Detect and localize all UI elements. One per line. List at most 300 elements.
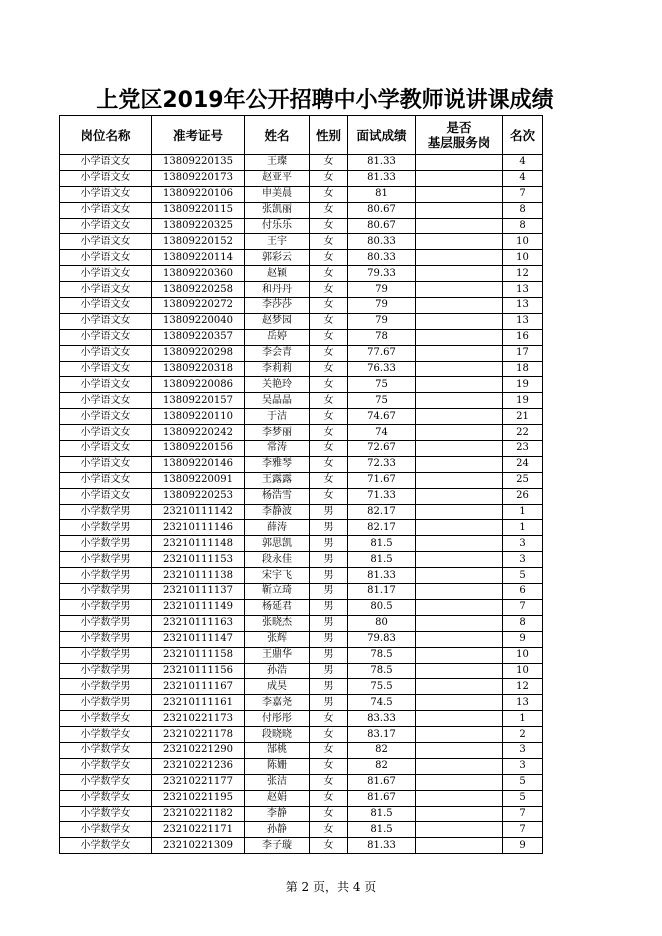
cell-position: 小学数学男	[60, 536, 152, 552]
cell-exam-id: 23210111167	[152, 679, 245, 695]
cell-name: 段永佳	[245, 552, 310, 568]
cell-exam-id: 23210111142	[152, 504, 245, 520]
cell-gender: 女	[310, 409, 348, 425]
table-row	[60, 758, 543, 774]
cell-gender: 女	[310, 806, 348, 822]
cell-exam-id: 13809220253	[152, 488, 245, 504]
cell-gender: 女	[310, 774, 348, 790]
cell-score: 75.5	[348, 679, 416, 695]
cell-position: 小学数学男	[60, 663, 152, 679]
table-row	[60, 536, 543, 552]
cell-rank: 9	[503, 838, 543, 854]
table-row	[60, 329, 543, 345]
column-header-gender: 性别	[310, 116, 348, 155]
cell-score: 79	[348, 313, 416, 329]
column-header-score: 面试成绩	[348, 116, 416, 155]
cell-name: 李静	[245, 806, 310, 822]
cell-exam-id: 13809220115	[152, 202, 245, 218]
cell-gender: 男	[310, 615, 348, 631]
score-table	[59, 115, 543, 854]
cell-score: 80.5	[348, 599, 416, 615]
table-row	[60, 727, 543, 743]
cell-rank: 3	[503, 742, 543, 758]
cell-name: 和丹丹	[245, 282, 310, 298]
cell-grassroots	[416, 663, 503, 679]
cell-rank: 5	[503, 568, 543, 584]
table-body	[60, 155, 543, 854]
column-header-grassroots	[416, 116, 503, 155]
cell-exam-id: 23210221290	[152, 742, 245, 758]
cell-name: 李嘉尧	[245, 695, 310, 711]
cell-rank: 4	[503, 170, 543, 186]
cell-grassroots	[416, 599, 503, 615]
cell-gender: 女	[310, 250, 348, 266]
cell-grassroots	[416, 155, 503, 171]
table-row	[60, 298, 543, 314]
cell-position: 小学语文女	[60, 170, 152, 186]
column-header-exam-id: 准考证号	[152, 116, 245, 155]
cell-score: 79	[348, 298, 416, 314]
cell-gender: 女	[310, 441, 348, 457]
table-row	[60, 631, 543, 647]
cell-name: 李梦丽	[245, 425, 310, 441]
cell-name: 郭思凯	[245, 536, 310, 552]
cell-grassroots	[416, 806, 503, 822]
cell-rank: 7	[503, 599, 543, 615]
table-row	[60, 838, 543, 854]
cell-score: 82.17	[348, 520, 416, 536]
cell-gender: 女	[310, 425, 348, 441]
table-row	[60, 456, 543, 472]
cell-rank: 5	[503, 790, 543, 806]
cell-gender: 男	[310, 647, 348, 663]
cell-score: 74	[348, 425, 416, 441]
cell-exam-id: 13809220146	[152, 456, 245, 472]
cell-exam-id: 13809220360	[152, 266, 245, 282]
cell-gender: 女	[310, 742, 348, 758]
cell-grassroots	[416, 790, 503, 806]
table-row	[60, 679, 543, 695]
table-row	[60, 361, 543, 377]
table-row	[60, 742, 543, 758]
cell-name: 付乐乐	[245, 218, 310, 234]
cell-rank: 17	[503, 345, 543, 361]
cell-rank: 10	[503, 250, 543, 266]
cell-rank: 25	[503, 472, 543, 488]
table-row	[60, 425, 543, 441]
cell-score: 80.33	[348, 250, 416, 266]
cell-name: 赵颖	[245, 266, 310, 282]
cell-rank: 8	[503, 615, 543, 631]
cell-position: 小学语文女	[60, 218, 152, 234]
cell-name: 王露露	[245, 472, 310, 488]
cell-exam-id: 13809220157	[152, 393, 245, 409]
cell-gender: 女	[310, 488, 348, 504]
cell-grassroots	[416, 520, 503, 536]
cell-position: 小学语文女	[60, 313, 152, 329]
cell-gender: 女	[310, 361, 348, 377]
cell-rank: 1	[503, 711, 543, 727]
table-row	[60, 234, 543, 250]
cell-grassroots	[416, 234, 503, 250]
cell-rank: 9	[503, 631, 543, 647]
cell-gender: 男	[310, 599, 348, 615]
cell-gender: 女	[310, 282, 348, 298]
cell-position: 小学语文女	[60, 329, 152, 345]
cell-score: 81.33	[348, 838, 416, 854]
cell-grassroots	[416, 313, 503, 329]
cell-name: 王璨	[245, 155, 310, 171]
cell-score: 78	[348, 329, 416, 345]
cell-name: 李子璇	[245, 838, 310, 854]
cell-position: 小学数学男	[60, 647, 152, 663]
cell-gender: 女	[310, 377, 348, 393]
table-row	[60, 313, 543, 329]
table-row	[60, 584, 543, 600]
cell-grassroots	[416, 838, 503, 854]
cell-gender: 女	[310, 266, 348, 282]
cell-name: 吴晶晶	[245, 393, 310, 409]
cell-rank: 18	[503, 361, 543, 377]
cell-position: 小学数学女	[60, 727, 152, 743]
cell-exam-id: 23210111161	[152, 695, 245, 711]
cell-rank: 3	[503, 536, 543, 552]
cell-gender: 女	[310, 472, 348, 488]
cell-exam-id: 13809220135	[152, 155, 245, 171]
cell-exam-id: 23210111146	[152, 520, 245, 536]
cell-position: 小学数学男	[60, 520, 152, 536]
cell-grassroots	[416, 298, 503, 314]
cell-score: 80.67	[348, 202, 416, 218]
table-row	[60, 218, 543, 234]
cell-position: 小学数学男	[60, 695, 152, 711]
grassroots-header-line1: 是否	[446, 120, 472, 135]
cell-position: 小学数学男	[60, 568, 152, 584]
cell-gender: 男	[310, 695, 348, 711]
cell-gender: 男	[310, 663, 348, 679]
cell-score: 80	[348, 615, 416, 631]
cell-rank: 12	[503, 679, 543, 695]
cell-grassroots	[416, 774, 503, 790]
cell-grassroots	[416, 488, 503, 504]
cell-exam-id: 23210221182	[152, 806, 245, 822]
cell-exam-id: 13809220325	[152, 218, 245, 234]
cell-name: 王宇	[245, 234, 310, 250]
cell-position: 小学数学男	[60, 504, 152, 520]
cell-position: 小学语文女	[60, 266, 152, 282]
cell-grassroots	[416, 409, 503, 425]
cell-score: 80.33	[348, 234, 416, 250]
cell-position: 小学数学男	[60, 584, 152, 600]
cell-position: 小学语文女	[60, 186, 152, 202]
cell-name: 陈姗	[245, 758, 310, 774]
cell-name: 李莎莎	[245, 298, 310, 314]
cell-position: 小学语文女	[60, 298, 152, 314]
cell-rank: 3	[503, 758, 543, 774]
cell-position: 小学语文女	[60, 202, 152, 218]
cell-score: 83.17	[348, 727, 416, 743]
cell-exam-id: 13809220258	[152, 282, 245, 298]
cell-grassroots	[416, 615, 503, 631]
cell-name: 郭彩云	[245, 250, 310, 266]
table-row	[60, 504, 543, 520]
cell-rank: 3	[503, 552, 543, 568]
cell-rank: 8	[503, 218, 543, 234]
cell-exam-id: 13809220318	[152, 361, 245, 377]
cell-rank: 10	[503, 663, 543, 679]
cell-exam-id: 23210111138	[152, 568, 245, 584]
cell-position: 小学语文女	[60, 377, 152, 393]
cell-grassroots	[416, 584, 503, 600]
cell-grassroots	[416, 186, 503, 202]
cell-rank: 1	[503, 520, 543, 536]
cell-grassroots	[416, 647, 503, 663]
cell-gender: 女	[310, 393, 348, 409]
page-title: 上党区2019年公开招聘中小学教师说讲课成绩	[96, 88, 554, 113]
cell-position: 小学数学女	[60, 742, 152, 758]
cell-gender: 女	[310, 218, 348, 234]
cell-rank: 8	[503, 202, 543, 218]
cell-name: 王鼎华	[245, 647, 310, 663]
cell-name: 张辉	[245, 631, 310, 647]
cell-position: 小学语文女	[60, 488, 152, 504]
cell-grassroots	[416, 727, 503, 743]
cell-name: 李莉莉	[245, 361, 310, 377]
table-row	[60, 170, 543, 186]
table-row	[60, 377, 543, 393]
cell-exam-id: 23210221173	[152, 711, 245, 727]
cell-name: 张晓杰	[245, 615, 310, 631]
cell-score: 74.67	[348, 409, 416, 425]
cell-gender: 男	[310, 584, 348, 600]
table-row	[60, 711, 543, 727]
cell-exam-id: 13809220106	[152, 186, 245, 202]
column-header-position: 岗位名称	[60, 116, 152, 155]
column-header-name: 姓名	[245, 116, 310, 155]
cell-name: 李会青	[245, 345, 310, 361]
cell-grassroots	[416, 393, 503, 409]
cell-name: 段晓晓	[245, 727, 310, 743]
table-row	[60, 647, 543, 663]
cell-position: 小学数学女	[60, 790, 152, 806]
cell-rank: 4	[503, 155, 543, 171]
table-row	[60, 822, 543, 838]
cell-grassroots	[416, 441, 503, 457]
cell-exam-id: 13809220156	[152, 441, 245, 457]
cell-exam-id: 23210221177	[152, 774, 245, 790]
table-row	[60, 250, 543, 266]
table-row	[60, 282, 543, 298]
table-row	[60, 409, 543, 425]
cell-name: 孙浩	[245, 663, 310, 679]
cell-name: 岳婷	[245, 329, 310, 345]
cell-grassroots	[416, 456, 503, 472]
cell-rank: 2	[503, 727, 543, 743]
cell-exam-id: 23210221171	[152, 822, 245, 838]
cell-rank: 21	[503, 409, 543, 425]
cell-score: 79.33	[348, 266, 416, 282]
cell-exam-id: 13809220272	[152, 298, 245, 314]
table-row	[60, 202, 543, 218]
cell-exam-id: 13809220357	[152, 329, 245, 345]
cell-grassroots	[416, 504, 503, 520]
cell-name: 孙静	[245, 822, 310, 838]
cell-score: 76.33	[348, 361, 416, 377]
cell-rank: 10	[503, 647, 543, 663]
cell-exam-id: 13809220152	[152, 234, 245, 250]
cell-position: 小学数学男	[60, 599, 152, 615]
cell-score: 79	[348, 282, 416, 298]
cell-gender: 男	[310, 631, 348, 647]
table-row	[60, 568, 543, 584]
cell-position: 小学数学女	[60, 774, 152, 790]
cell-score: 75	[348, 377, 416, 393]
cell-grassroots	[416, 536, 503, 552]
cell-grassroots	[416, 679, 503, 695]
cell-grassroots	[416, 695, 503, 711]
cell-gender: 女	[310, 822, 348, 838]
cell-exam-id: 23210221309	[152, 838, 245, 854]
cell-grassroots	[416, 742, 503, 758]
cell-position: 小学语文女	[60, 409, 152, 425]
cell-rank: 13	[503, 282, 543, 298]
cell-gender: 男	[310, 504, 348, 520]
cell-exam-id: 23210221236	[152, 758, 245, 774]
cell-score: 78.5	[348, 663, 416, 679]
cell-exam-id: 23210111149	[152, 599, 245, 615]
cell-position: 小学数学男	[60, 679, 152, 695]
cell-grassroots	[416, 711, 503, 727]
cell-position: 小学语文女	[60, 250, 152, 266]
cell-exam-id: 23210111147	[152, 631, 245, 647]
cell-score: 81.33	[348, 155, 416, 171]
cell-name: 赵娟	[245, 790, 310, 806]
cell-score: 81.17	[348, 584, 416, 600]
cell-gender: 男	[310, 568, 348, 584]
cell-rank: 5	[503, 774, 543, 790]
cell-exam-id: 13809220091	[152, 472, 245, 488]
cell-position: 小学数学女	[60, 822, 152, 838]
cell-name: 付彤彤	[245, 711, 310, 727]
cell-name: 靳立琦	[245, 584, 310, 600]
cell-gender: 女	[310, 758, 348, 774]
cell-grassroots	[416, 425, 503, 441]
cell-score: 81.5	[348, 806, 416, 822]
cell-gender: 女	[310, 456, 348, 472]
cell-grassroots	[416, 552, 503, 568]
cell-rank: 19	[503, 377, 543, 393]
cell-exam-id: 13809220114	[152, 250, 245, 266]
cell-grassroots	[416, 202, 503, 218]
cell-exam-id: 13809220040	[152, 313, 245, 329]
table-row	[60, 663, 543, 679]
cell-position: 小学语文女	[60, 441, 152, 457]
cell-rank: 13	[503, 298, 543, 314]
cell-name: 宋宇飞	[245, 568, 310, 584]
cell-name: 赵亚平	[245, 170, 310, 186]
cell-grassroots	[416, 822, 503, 838]
cell-grassroots	[416, 377, 503, 393]
cell-rank: 13	[503, 313, 543, 329]
table-row	[60, 155, 543, 171]
cell-gender: 女	[310, 202, 348, 218]
cell-exam-id: 23210221195	[152, 790, 245, 806]
cell-score: 81.5	[348, 552, 416, 568]
cell-score: 81.5	[348, 536, 416, 552]
cell-position: 小学语文女	[60, 472, 152, 488]
cell-rank: 13	[503, 695, 543, 711]
table-row	[60, 552, 543, 568]
table-row	[60, 472, 543, 488]
page-footer: 第 2 页，共 4 页	[285, 880, 377, 894]
cell-score: 82.17	[348, 504, 416, 520]
cell-rank: 22	[503, 425, 543, 441]
grassroots-header-line2: 基层服务岗	[427, 135, 491, 150]
cell-gender: 男	[310, 520, 348, 536]
cell-score: 81.5	[348, 822, 416, 838]
cell-exam-id: 23210221178	[152, 727, 245, 743]
cell-score: 80.67	[348, 218, 416, 234]
cell-gender: 女	[310, 838, 348, 854]
cell-rank: 26	[503, 488, 543, 504]
cell-name: 薛涛	[245, 520, 310, 536]
cell-gender: 女	[310, 711, 348, 727]
cell-score: 72.33	[348, 456, 416, 472]
table-row	[60, 186, 543, 202]
table-row	[60, 774, 543, 790]
cell-score: 71.33	[348, 488, 416, 504]
cell-score: 82	[348, 758, 416, 774]
cell-gender: 女	[310, 298, 348, 314]
cell-gender: 男	[310, 679, 348, 695]
cell-position: 小学数学男	[60, 631, 152, 647]
cell-position: 小学语文女	[60, 361, 152, 377]
cell-grassroots	[416, 631, 503, 647]
cell-rank: 1	[503, 504, 543, 520]
table-row	[60, 790, 543, 806]
table-header-row	[60, 116, 543, 155]
cell-exam-id: 23210111158	[152, 647, 245, 663]
cell-score: 79.83	[348, 631, 416, 647]
table-row	[60, 599, 543, 615]
cell-position: 小学语文女	[60, 456, 152, 472]
cell-score: 72.67	[348, 441, 416, 457]
cell-name: 于洁	[245, 409, 310, 425]
cell-exam-id: 13809220086	[152, 377, 245, 393]
cell-gender: 女	[310, 345, 348, 361]
cell-name: 张凯丽	[245, 202, 310, 218]
cell-name: 申美晨	[245, 186, 310, 202]
cell-gender: 女	[310, 234, 348, 250]
cell-position: 小学语文女	[60, 234, 152, 250]
cell-position: 小学数学男	[60, 615, 152, 631]
cell-name: 成昊	[245, 679, 310, 695]
cell-grassroots	[416, 361, 503, 377]
cell-score: 81	[348, 186, 416, 202]
cell-grassroots	[416, 250, 503, 266]
cell-name: 常涛	[245, 441, 310, 457]
cell-gender: 男	[310, 552, 348, 568]
table-row	[60, 345, 543, 361]
cell-grassroots	[416, 266, 503, 282]
cell-gender: 女	[310, 790, 348, 806]
cell-exam-id: 13809220173	[152, 170, 245, 186]
cell-name: 李静波	[245, 504, 310, 520]
cell-rank: 12	[503, 266, 543, 282]
cell-position: 小学数学女	[60, 838, 152, 854]
cell-exam-id: 23210111163	[152, 615, 245, 631]
cell-score: 78.5	[348, 647, 416, 663]
